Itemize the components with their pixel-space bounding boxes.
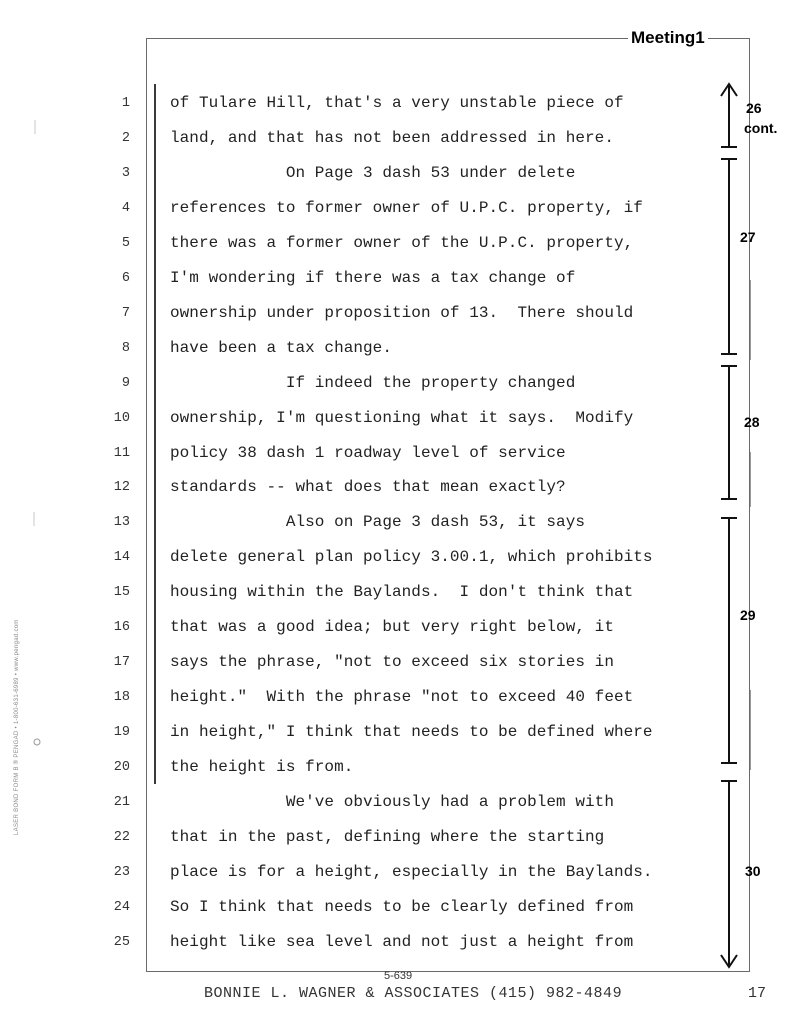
comment-number-continued: cont. [744, 120, 778, 136]
comment-number: 27 [740, 229, 756, 245]
transcript-line-text: place is for a height, especially in the Baylands. [170, 863, 653, 881]
transcript-line-text: delete general plan policy 3.00.1, which prohibits [170, 548, 653, 566]
line-number: 9 [121, 376, 130, 391]
transcript-line-text: height like sea level and not just a height from [170, 933, 634, 951]
page-number: 17 [748, 985, 767, 1002]
transcript-line-text: that in the past, defining where the starting [170, 828, 605, 846]
meeting-label: Meeting1 [628, 28, 708, 48]
transcript-line-text: the height is from. [170, 758, 354, 776]
transcript-line-text: says the phrase, "not to exceed six stories in [170, 653, 614, 671]
comment-number: 29 [740, 607, 756, 623]
transcript-line-text: that was a good idea; but very right below, it [170, 618, 614, 636]
line-number: 20 [113, 760, 130, 775]
transcript-line-text: ownership under proposition of 13. There should [170, 304, 634, 322]
line-number: 12 [113, 480, 130, 495]
transcript-line-text: housing within the Baylands. I don't think that [170, 583, 634, 601]
transcript-line-text: land, and that has not been addressed in here. [170, 129, 614, 147]
transcript-line-text: height." With the phrase "not to exceed 40 feet [170, 688, 634, 706]
transcript-line-text: there was a former owner of the U.P.C. property, [170, 234, 634, 252]
comment-number: 26 [746, 100, 762, 116]
transcript-line-text: I'm wondering if there was a tax change of [170, 269, 576, 287]
line-number: 1 [121, 96, 130, 111]
line-number: 13 [113, 515, 130, 530]
transcript-line-text: of Tulare Hill, that's a very unstable piece of [170, 94, 624, 112]
comment-number: 30 [745, 863, 761, 879]
transcript-line-text: ownership, I'm questioning what it says. Modify [170, 409, 634, 427]
line-number: 5 [121, 236, 130, 251]
paper-vendor-imprint: LASER BOND FORM B ® PENGAD • 1-800-631-6989 • www.pengad.com [14, 619, 20, 835]
line-number: 6 [121, 271, 130, 286]
transcript-line-text: On Page 3 dash 53 under delete [170, 164, 576, 182]
line-number: 4 [121, 201, 130, 216]
line-number: 17 [113, 655, 130, 670]
transcript-line-text: have been a tax change. [170, 339, 392, 357]
line-number: 24 [113, 900, 130, 915]
line-number: 11 [113, 446, 130, 461]
transcript-line-text: references to former owner of U.P.C. property, if [170, 199, 643, 217]
transcript-line-text: standards -- what does that mean exactly? [170, 478, 566, 496]
line-number: 3 [121, 166, 130, 181]
document-reference: 5-639 [384, 970, 413, 982]
line-number: 16 [113, 620, 130, 635]
reporter-footer: BONNIE L. WAGNER & ASSOCIATES (415) 982-4849 [204, 985, 623, 1002]
line-number: 22 [113, 830, 130, 845]
line-number: 10 [113, 411, 130, 426]
line-number: 7 [121, 306, 130, 321]
line-number: 21 [113, 795, 130, 810]
line-number: 19 [113, 725, 130, 740]
comment-number: 28 [744, 414, 760, 430]
transcript-line-text: So I think that needs to be clearly defined from [170, 898, 634, 916]
line-number: 8 [121, 341, 130, 356]
line-number: 14 [113, 550, 130, 565]
transcript-line-text: policy 38 dash 1 roadway level of service [170, 444, 566, 462]
line-number: 23 [113, 865, 130, 880]
transcript-line-text: If indeed the property changed [170, 374, 576, 392]
transcript-line-text: We've obviously had a problem with [170, 793, 614, 811]
line-number: 18 [113, 690, 130, 705]
transcript-line-text: Also on Page 3 dash 53, it says [170, 513, 586, 531]
line-number: 2 [121, 131, 130, 146]
transcript-line-text: in height," I think that needs to be defined where [170, 723, 653, 741]
line-number: 15 [113, 585, 130, 600]
line-number: 25 [113, 935, 130, 950]
